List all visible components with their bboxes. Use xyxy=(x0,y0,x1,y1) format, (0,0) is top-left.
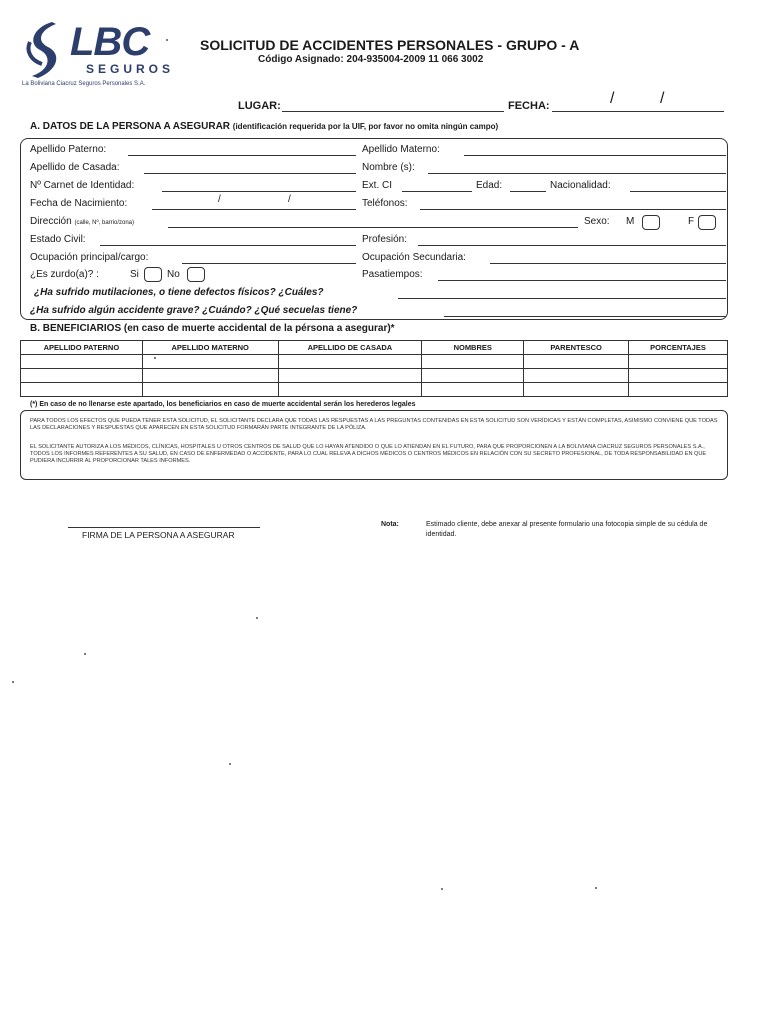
accidente-question: ¿Ha sufrido algún accidente grave? ¿Cuándo? ¿Qué secuelas tiene? xyxy=(30,305,358,316)
scan-speck xyxy=(256,617,258,619)
apellido-casada-label: Apellido de Casada: xyxy=(30,162,120,173)
section-b-title: B. BENEFICIARIOS (en caso de muerte accidental de la pérsona a asegurar)* xyxy=(30,323,395,334)
edad-field[interactable] xyxy=(510,191,546,192)
beneficiarios-table xyxy=(20,340,728,397)
apellido-materno-field[interactable] xyxy=(464,155,726,156)
nombres-label: Nombre (s): xyxy=(362,162,415,173)
col-porcentajes: PORCENTAJES xyxy=(629,341,728,355)
zurdo-no-label: No xyxy=(167,269,180,280)
table-cell[interactable] xyxy=(422,383,524,397)
zurdo-label: ¿Es zurdo(a)? : xyxy=(30,269,99,280)
fecha-slash: / xyxy=(610,90,615,107)
fecha-slash: / xyxy=(660,90,665,107)
sexo-m-label: M xyxy=(626,216,635,227)
col-nombres: NOMBRES xyxy=(422,341,524,355)
ocupacion-secundaria-label: Ocupación Secundaria: xyxy=(362,252,466,263)
table-cell[interactable] xyxy=(142,355,278,369)
edad-label: Edad: xyxy=(476,180,503,191)
profesion-field[interactable] xyxy=(418,245,726,246)
zurdo-si-label: Si xyxy=(130,269,139,280)
col-apellido-materno: APELLIDO MATERNO xyxy=(142,341,278,355)
scan-speck xyxy=(154,357,156,359)
sexo-f-label: F xyxy=(688,216,695,227)
table-cell[interactable] xyxy=(629,369,728,383)
carnet-field[interactable] xyxy=(162,191,356,192)
firma-field[interactable] xyxy=(68,527,260,528)
fecha-nacimiento-slash: / xyxy=(288,194,291,205)
table-cell[interactable] xyxy=(422,369,524,383)
mutilaciones-question: ¿Ha sufrido mutilaciones, o tiene defectos físicos? ¿Cuáles? xyxy=(34,287,324,298)
scan-speck xyxy=(229,763,231,765)
pasatiempos-field[interactable] xyxy=(438,280,726,281)
fecha-nacimiento-label: Fecha de Nacimiento: xyxy=(30,198,128,209)
ext-ci-field[interactable] xyxy=(402,191,472,192)
fecha-field[interactable] xyxy=(552,111,724,112)
apellido-materno-label: Apellido Materno: xyxy=(362,144,440,155)
ocupacion-principal-label: Ocupación principal/cargo: xyxy=(30,252,149,263)
apellido-paterno-label: Apellido Paterno: xyxy=(30,144,107,155)
table-cell[interactable] xyxy=(21,383,143,397)
carnet-label: Nº Carnet de Identidad: xyxy=(30,180,135,191)
nombres-field[interactable] xyxy=(428,173,726,174)
col-apellido-paterno: APELLIDO PATERNO xyxy=(21,341,143,355)
section-a-title: A. DATOS DE LA PERSONA A ASEGURAR (identificación requerida por la UIF, por favor no omita ningún campo) xyxy=(30,121,499,132)
estado-civil-label: Estado Civil: xyxy=(30,234,86,245)
telefonos-field[interactable] xyxy=(420,209,726,210)
table-cell[interactable] xyxy=(21,355,143,369)
scan-speck xyxy=(12,681,14,683)
apellido-paterno-field[interactable] xyxy=(128,155,356,156)
lugar-field[interactable] xyxy=(282,111,504,112)
table-header-row xyxy=(21,341,728,355)
firma-label: FIRMA DE LA PERSONA A ASEGURAR xyxy=(82,530,235,540)
document-code: Código Asignado: 204-935004-2009 11 066 3002 xyxy=(258,54,484,65)
sexo-f-checkbox[interactable] xyxy=(698,215,716,230)
accidente-field[interactable] xyxy=(444,316,726,317)
direccion-field[interactable] xyxy=(168,227,578,228)
fecha-nacimiento-field[interactable] xyxy=(152,209,356,210)
document-title: SOLICITUD DE ACCIDENTES PERSONALES - GRUPO - A xyxy=(200,37,580,53)
lbc-logo-icon xyxy=(22,20,66,78)
nacionalidad-field[interactable] xyxy=(630,191,726,192)
ext-ci-label: Ext. CI xyxy=(362,180,393,191)
fecha-label: FECHA: xyxy=(508,100,550,112)
table-cell[interactable] xyxy=(21,369,143,383)
declaration-paragraph-2: EL SOLICITANTE AUTORIZA A LOS MÉDICOS, CLÍNICAS, HOSPITALES U OTROS CENTROS DE SALUD QUE LO HAYAN ATENDIDO O QUE LO ATIENDAN EN EL FUTURO, PARA QUE PROPORCIONEN A LA BOLIVIANA CIACRUZ SEGUROS PERSONALES S.A., TODOS LOS INFORMES REFERENTES A SU SALUD, EN CASO DE ENFERMEDAD O ACCIDENTE, PARA LO CUAL RELEVA A DICHOS MÉDICOS O CENTROS MÉDICOS EN RELACIÓN CON SU SECRETO PROFESIONAL, DE TODA RESPONSABILIDAD EN QUE PUDIERA INCURRIR AL PROPORCIONAR TALES INFORMES. xyxy=(30,444,707,464)
declaration-paragraph-1: PARA TODOS LOS EFECTOS QUE PUEDA TENER ESTA SOLICITUD, EL SOLICITANTE DECLARA QUE TODAS LAS RESPUESTAS A LAS PREGUNTAS CONTENIDAS EN ESTA SOLICITUD SON VERÍDICAS Y ESTÁN COMPLETAS, ASIMISMO CONVIENE QUE TODAS LAS DECLARACIONES Y RESPUESTAS QUE APARECEN EN ESTA SOLICITUD FORMARÁN PARTE INTEGRANTE DE LA PÓLIZA. xyxy=(30,418,718,431)
col-parentesco: PARENTESCO xyxy=(524,341,629,355)
ocupacion-secundaria-field[interactable] xyxy=(490,263,726,264)
table-cell[interactable] xyxy=(524,355,629,369)
logo-wordmark: LBC xyxy=(70,20,150,64)
ocupacion-principal-field[interactable] xyxy=(182,263,356,264)
nota-label: Nota: xyxy=(381,521,399,528)
table-cell[interactable] xyxy=(422,355,524,369)
nacionalidad-label: Nacionalidad: xyxy=(550,180,611,191)
pasatiempos-label: Pasatiempos: xyxy=(362,269,423,280)
col-apellido-casada: APELLIDO DE CASADA xyxy=(278,341,422,355)
profesion-label: Profesión: xyxy=(362,234,408,245)
zurdo-si-checkbox[interactable] xyxy=(144,267,162,282)
nota-text: Estimado cliente, debe anexar al presente formulario una fotocopia simple de su cédula de identidad. xyxy=(426,521,708,538)
zurdo-no-checkbox[interactable] xyxy=(187,267,205,282)
telefonos-label: Teléfonos: xyxy=(362,198,408,209)
estado-civil-field[interactable] xyxy=(100,245,356,246)
direccion-hint: (calle, Nº, barrio/zona) xyxy=(74,220,135,226)
mutilaciones-field[interactable] xyxy=(398,298,726,299)
table-cell[interactable] xyxy=(278,355,422,369)
sexo-label: Sexo: xyxy=(584,216,610,227)
table-cell[interactable] xyxy=(629,355,728,369)
table-cell[interactable] xyxy=(524,369,629,383)
section-a-note: (identificación requerida por la UIF, por favor no omita ningún campo) xyxy=(232,122,499,131)
scan-speck xyxy=(166,39,168,41)
sexo-m-checkbox[interactable] xyxy=(642,215,660,230)
table-cell[interactable] xyxy=(278,369,422,383)
logo-subtitle: SEGUROS xyxy=(86,62,175,76)
lugar-label: LUGAR: xyxy=(238,100,281,112)
table-cell[interactable] xyxy=(278,383,422,397)
scan-speck xyxy=(595,887,597,889)
scan-speck xyxy=(84,653,86,655)
fecha-nacimiento-slash: / xyxy=(218,194,221,205)
scan-speck xyxy=(441,888,443,890)
table-cell[interactable] xyxy=(629,383,728,397)
table-row xyxy=(21,355,728,369)
table-cell[interactable] xyxy=(142,383,278,397)
apellido-casada-field[interactable] xyxy=(144,173,356,174)
table-cell[interactable] xyxy=(524,383,629,397)
table-row xyxy=(21,369,728,383)
table-row xyxy=(21,383,728,397)
beneficiarios-footnote: (*) En caso de no llenarse este apartado, los beneficiarios en caso de muerte accidental serán los herederos legales xyxy=(30,401,416,408)
table-cell[interactable] xyxy=(142,369,278,383)
company-name: La Boliviana Ciacruz Seguros Personales S.A. xyxy=(22,81,146,87)
direccion-label: Dirección (calle, Nº, barrio/zona) xyxy=(30,216,135,227)
